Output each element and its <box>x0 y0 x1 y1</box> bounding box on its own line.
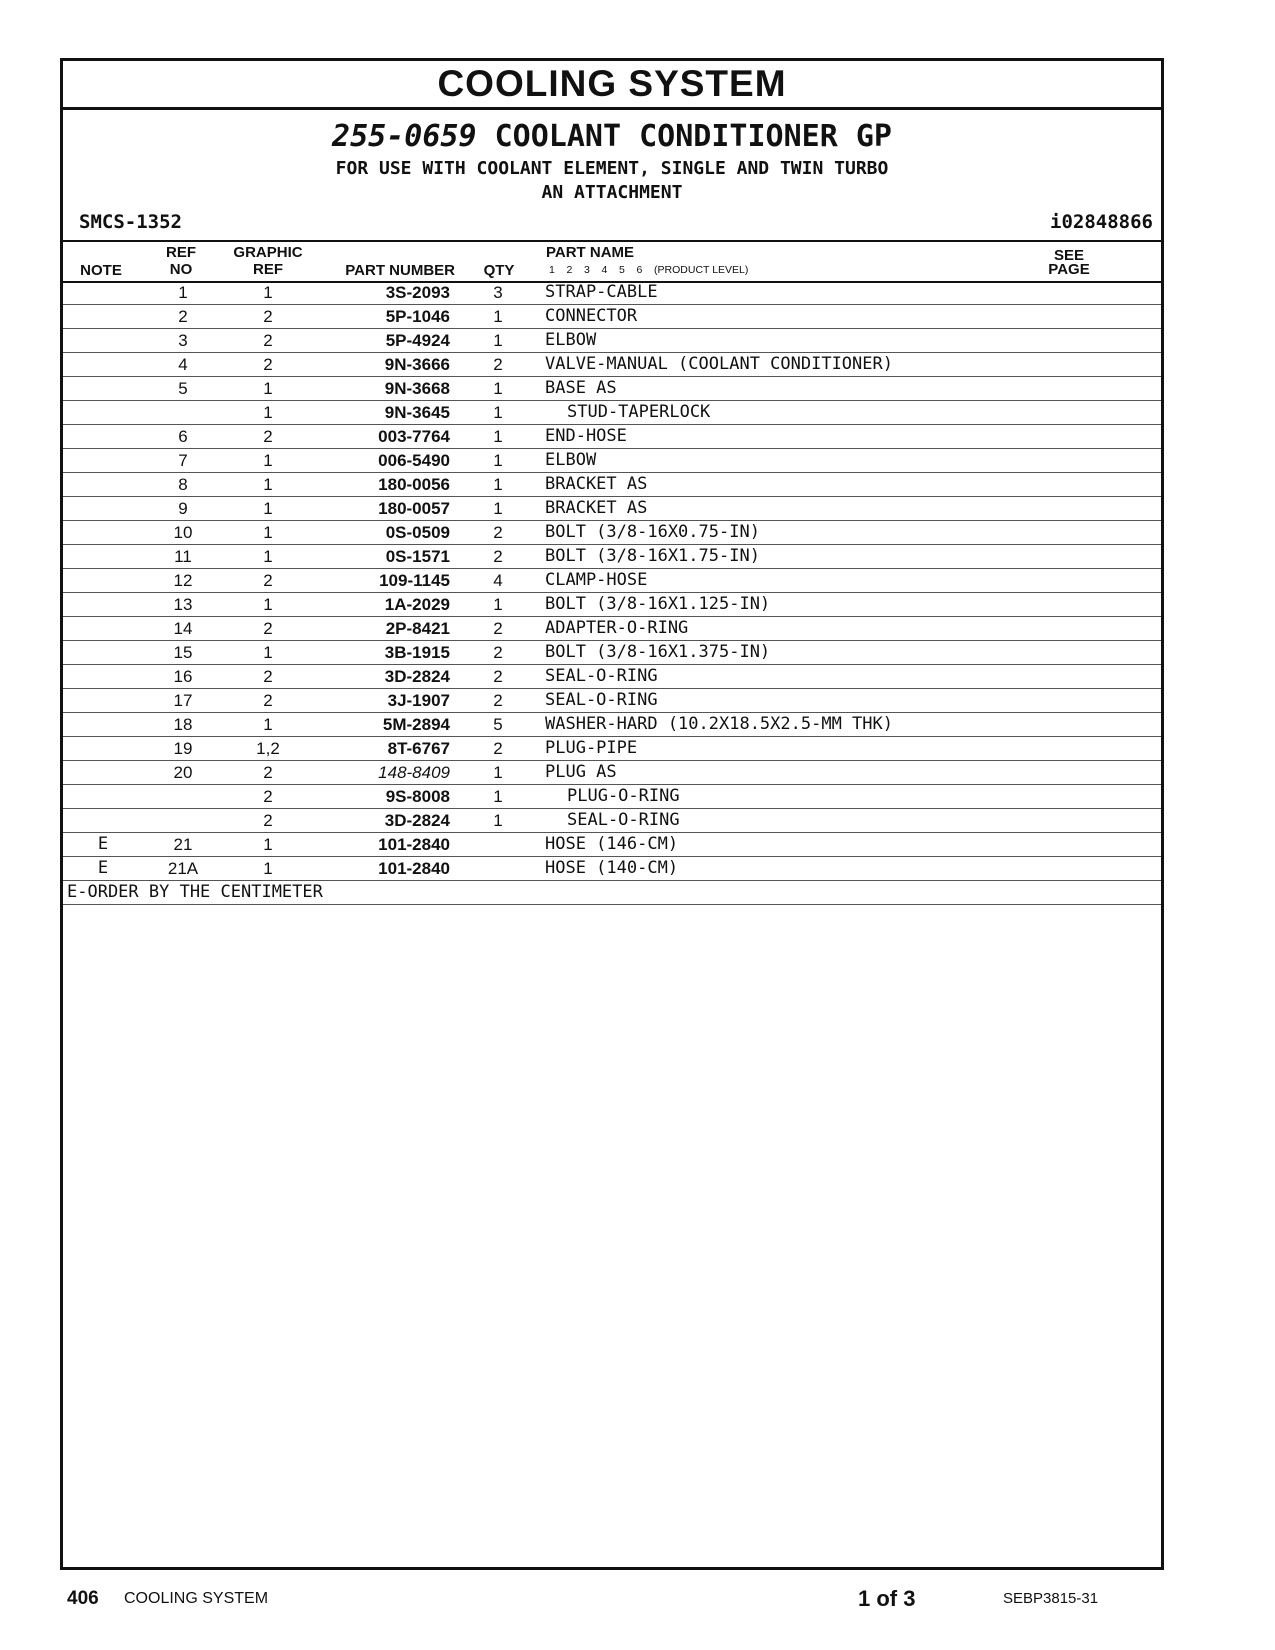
row-graphic-ref: 2 <box>263 307 273 326</box>
row-part-number: 3D-2824 <box>384 811 450 830</box>
row-part-number: 5P-4924 <box>385 331 450 350</box>
row-ref-no: 13 <box>173 595 193 614</box>
row-qty: 1 <box>493 595 503 614</box>
row-graphic-ref: 2 <box>263 355 273 374</box>
group-subtitle: FOR USE WITH COOLANT ELEMENT, SINGLE AND TWIN TURBO <box>335 158 889 179</box>
row-part-number: 1A-2029 <box>384 595 450 614</box>
header-note: NOTE <box>80 262 122 279</box>
row-ref-no: 21 <box>173 835 193 854</box>
row-part-number: 148-8409 <box>378 763 450 782</box>
row-ref-no: 18 <box>173 715 193 734</box>
row-graphic-ref: 1 <box>263 547 273 566</box>
row-ref-no: 17 <box>173 691 193 710</box>
group-attachment-note: AN ATTACHMENT <box>541 182 683 203</box>
row-part-number: 3J-1907 <box>387 691 450 710</box>
row-part-number: 9S-8008 <box>385 787 450 806</box>
row-part-name: SEAL-O-RING <box>545 666 658 686</box>
row-part-number: 180-0056 <box>378 475 450 494</box>
row-ref-no: 6 <box>178 427 188 446</box>
row-qty: 2 <box>493 523 503 542</box>
row-graphic-ref: 1 <box>263 643 273 662</box>
row-graphic-ref: 2 <box>263 691 273 710</box>
row-qty: 1 <box>493 787 503 806</box>
header-ref-top: REF <box>166 244 196 261</box>
page-number: 406 <box>67 1588 99 1609</box>
footnote: E-ORDER BY THE CENTIMETER <box>67 882 323 902</box>
group-number: 255-0659 <box>332 119 477 154</box>
row-qty: 2 <box>493 355 503 374</box>
row-part-number: 3D-2824 <box>384 667 450 686</box>
row-graphic-ref: 2 <box>263 571 273 590</box>
footer-section-title: COOLING SYSTEM <box>124 1590 269 1607</box>
row-graphic-ref: 2 <box>263 331 273 350</box>
footnote-row <box>63 881 1161 905</box>
row-ref-no: 12 <box>173 571 193 590</box>
row-qty: 4 <box>493 571 503 590</box>
table-row <box>63 689 1161 713</box>
header-graphic-bottom: REF <box>253 261 283 278</box>
row-part-name: ELBOW <box>545 450 597 470</box>
row-part-number: 0S-0509 <box>385 523 450 542</box>
table-row <box>63 665 1161 689</box>
row-part-name: ADAPTER-O-RING <box>545 618 689 638</box>
row-part-number: 5P-1046 <box>385 307 450 326</box>
row-qty: 1 <box>493 379 503 398</box>
row-part-number: 9N-3666 <box>384 355 450 374</box>
page-of: 1 of 3 <box>858 1586 916 1611</box>
row-part-number: 3B-1915 <box>384 643 450 662</box>
table-row <box>63 545 1161 569</box>
row-part-name: STUD-TAPERLOCK <box>567 402 711 422</box>
row-ref-no: 10 <box>173 523 193 542</box>
row-ref-no: 4 <box>178 355 188 374</box>
row-part-name: ELBOW <box>545 330 597 350</box>
row-graphic-ref: 1 <box>263 283 273 302</box>
row-qty: 2 <box>493 667 503 686</box>
row-part-name: BOLT (3/8-16X1.125-IN) <box>545 594 771 614</box>
row-graphic-ref: 1 <box>263 835 273 854</box>
row-part-name: WASHER-HARD (10.2X18.5X2.5-MM THK) <box>545 714 893 734</box>
table-row <box>63 641 1161 665</box>
row-graphic-ref: 2 <box>263 667 273 686</box>
row-ref-no: 21A <box>167 859 199 878</box>
row-ref-no: 14 <box>173 619 193 638</box>
table-row <box>63 449 1161 473</box>
table-row <box>63 473 1161 497</box>
row-part-number: 8T-6767 <box>387 739 450 758</box>
row-ref-no: 19 <box>173 739 193 758</box>
row-part-number: 9N-3645 <box>384 403 450 422</box>
row-ref-no: 16 <box>173 667 193 686</box>
header-graphic-top: GRAPHIC <box>233 244 303 261</box>
row-ref-no: 15 <box>173 643 193 662</box>
row-part-name: BRACKET AS <box>545 474 648 494</box>
parts-table <box>63 281 1161 905</box>
publication-number: SEBP3815-31 <box>1003 1590 1099 1607</box>
header-part-number: PART NUMBER <box>345 262 455 279</box>
row-graphic-ref: 1,2 <box>256 739 280 758</box>
header-see-top: SEE <box>1053 247 1084 264</box>
group-name: COOLANT CONDITIONER GP <box>494 119 892 154</box>
row-graphic-ref: 2 <box>263 811 273 830</box>
row-qty: 1 <box>493 451 503 470</box>
row-part-name: BOLT (3/8-16X1.75-IN) <box>545 546 760 566</box>
row-part-name: STRAP-CABLE <box>545 282 658 302</box>
table-row <box>63 593 1161 617</box>
row-part-name: SEAL-O-RING <box>567 810 680 830</box>
row-part-name: END-HOSE <box>545 426 627 446</box>
page-frame <box>60 58 1164 1570</box>
row-qty: 1 <box>493 427 503 446</box>
table-row <box>63 425 1161 449</box>
table-row <box>63 569 1161 593</box>
row-qty: 3 <box>493 283 503 302</box>
row-part-name: VALVE-MANUAL (COOLANT CONDITIONER) <box>545 354 893 374</box>
table-row <box>63 785 1161 809</box>
table-row <box>63 329 1161 353</box>
row-qty: 1 <box>493 331 503 350</box>
row-part-number: 5M-2894 <box>382 715 450 734</box>
row-qty: 1 <box>493 499 503 518</box>
row-part-name: PLUG AS <box>545 762 617 782</box>
row-graphic-ref: 2 <box>263 787 273 806</box>
row-part-number: 003-7764 <box>378 427 450 446</box>
row-part-name: CONNECTOR <box>545 306 638 326</box>
row-qty: 1 <box>493 307 503 326</box>
row-part-name: HOSE (140-CM) <box>545 858 679 878</box>
row-qty: 1 <box>493 475 503 494</box>
table-row <box>63 497 1161 521</box>
row-ref-no: 9 <box>178 499 188 518</box>
row-part-name: HOSE (146-CM) <box>545 834 679 854</box>
row-ref-no: 3 <box>178 331 188 350</box>
table-row <box>63 521 1161 545</box>
table-row <box>63 281 1161 305</box>
row-part-name: BOLT (3/8-16X0.75-IN) <box>545 522 760 542</box>
table-row <box>63 833 1161 857</box>
row-part-number: 0S-1571 <box>385 547 450 566</box>
row-qty: 2 <box>493 619 503 638</box>
row-part-number: 006-5490 <box>378 451 450 470</box>
row-qty: 2 <box>493 547 503 566</box>
row-part-name: BASE AS <box>545 378 617 398</box>
header-ref-bottom: NO <box>169 261 193 278</box>
document-id: i02848866 <box>1050 211 1153 233</box>
table-header <box>63 240 1161 283</box>
row-graphic-ref: 1 <box>263 499 273 518</box>
row-note: E <box>97 858 109 878</box>
row-graphic-ref: 1 <box>263 379 273 398</box>
row-part-name: PLUG-PIPE <box>545 738 638 758</box>
table-row <box>63 377 1161 401</box>
table-row <box>63 617 1161 641</box>
row-graphic-ref: 1 <box>263 475 273 494</box>
row-graphic-ref: 1 <box>263 403 273 422</box>
row-part-number: 101-2840 <box>378 835 450 854</box>
row-graphic-ref: 1 <box>263 523 273 542</box>
row-graphic-ref: 2 <box>263 427 273 446</box>
header-qty: QTY <box>483 262 515 279</box>
group-title <box>63 119 1161 155</box>
row-part-number: 2P-8421 <box>385 619 450 638</box>
table-row <box>63 761 1161 785</box>
table-row <box>63 809 1161 833</box>
row-graphic-ref: 1 <box>263 859 273 878</box>
row-qty: 1 <box>493 763 503 782</box>
row-qty: 1 <box>493 811 503 830</box>
row-graphic-ref: 1 <box>263 451 273 470</box>
row-part-name: BOLT (3/8-16X1.375-IN) <box>545 642 771 662</box>
row-part-number: 3S-2093 <box>385 283 450 302</box>
table-row <box>63 305 1161 329</box>
table-row <box>63 713 1161 737</box>
section-title: COOLING SYSTEM <box>63 61 1161 110</box>
table-row <box>63 401 1161 425</box>
row-qty: 2 <box>493 739 503 758</box>
header-part-name: PART NAME <box>546 244 635 261</box>
header-product-levels: 1 2 3 4 5 6 (PRODUCT LEVEL) <box>549 264 749 276</box>
row-part-number: 109-1145 <box>379 571 450 590</box>
row-graphic-ref: 2 <box>263 619 273 638</box>
row-ref-no: 11 <box>174 547 192 566</box>
row-ref-no: 5 <box>178 379 188 398</box>
row-graphic-ref: 1 <box>263 715 273 734</box>
row-part-number: 101-2840 <box>378 859 450 878</box>
row-part-name: PLUG-O-RING <box>567 786 680 806</box>
table-row <box>63 353 1161 377</box>
row-qty: 2 <box>493 691 503 710</box>
row-ref-no: 7 <box>178 451 188 470</box>
row-qty: 5 <box>493 715 503 734</box>
row-graphic-ref: 1 <box>263 595 273 614</box>
row-ref-no: 8 <box>178 475 188 494</box>
row-part-name: CLAMP-HOSE <box>545 570 648 590</box>
header-see-bottom: PAGE <box>1048 261 1090 278</box>
row-ref-no: 2 <box>178 307 188 326</box>
row-ref-no: 20 <box>173 763 193 782</box>
row-part-number: 180-0057 <box>378 499 450 518</box>
row-note: E <box>97 834 109 854</box>
row-graphic-ref: 2 <box>263 763 273 782</box>
table-row <box>63 857 1161 881</box>
row-part-number: 9N-3668 <box>384 379 450 398</box>
row-part-name: SEAL-O-RING <box>545 690 658 710</box>
row-qty: 2 <box>493 643 503 662</box>
row-part-name: BRACKET AS <box>545 498 648 518</box>
row-qty: 1 <box>493 403 503 422</box>
smcs-code: SMCS-1352 <box>79 211 182 233</box>
row-ref-no: 1 <box>178 283 188 302</box>
table-row <box>63 737 1161 761</box>
